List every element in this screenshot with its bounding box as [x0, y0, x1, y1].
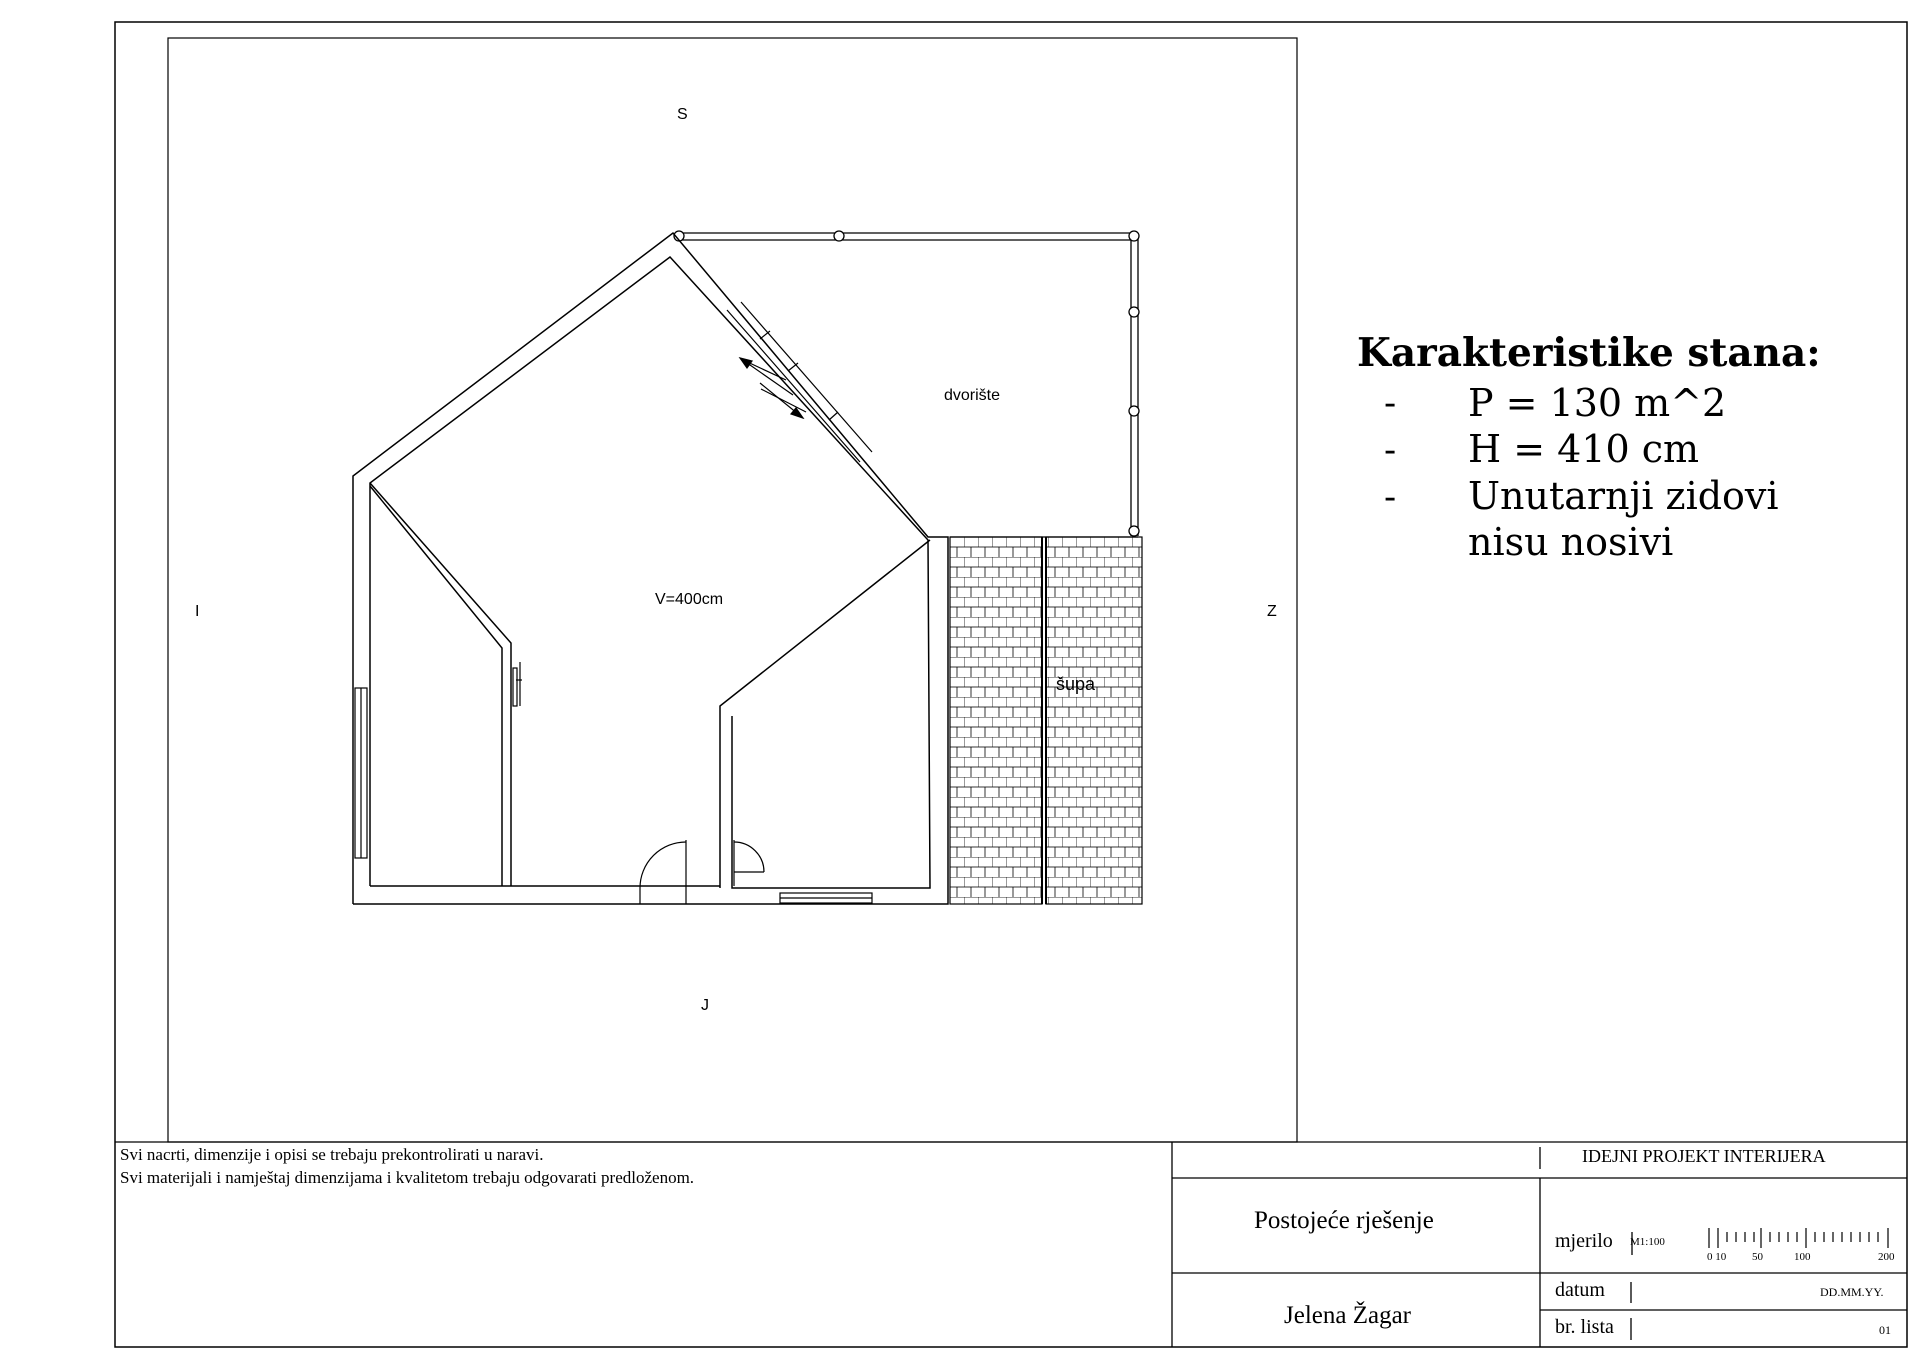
bullet-dash: -: [1384, 477, 1397, 518]
drawing-name: Postojeće rješenje: [1254, 1207, 1434, 1234]
scale-value: M1:100: [1630, 1236, 1665, 1248]
note-line-2: Svi materijali i namještaj dimenzijama i kvalitetom trebaju odgovarati predloženom.: [120, 1168, 695, 1187]
diagonal-window: [727, 302, 872, 462]
compass-north-label: S: [677, 106, 688, 123]
bullet-dash: -: [1384, 383, 1397, 424]
west-window: [355, 688, 367, 858]
interior-door-east: [734, 840, 764, 886]
shed-area: [950, 537, 1142, 904]
bullet-dash: -: [1384, 430, 1397, 471]
interior-door-west: [513, 662, 522, 706]
height-value: H = 410 cm: [1468, 427, 1700, 471]
scale-tick-label: 100: [1794, 1251, 1811, 1263]
scale-tick-label: 200: [1878, 1251, 1895, 1263]
scale-tick-label: 0 10: [1707, 1251, 1727, 1263]
shed-label: šupa: [1056, 674, 1096, 694]
compass-west-label: I: [195, 603, 200, 620]
scale-tick-label: 50: [1752, 1251, 1763, 1263]
sheet-number-value: 01: [1879, 1323, 1891, 1337]
project-title: IDEJNI PROJEKT INTERIJERA: [1582, 1146, 1826, 1166]
walls-note-line-1: Unutarnji zidovi: [1468, 474, 1779, 518]
south-window: [780, 893, 872, 903]
house-walls: [353, 233, 948, 904]
sheet-number-label: br. lista: [1555, 1316, 1614, 1338]
room-height-label: V=400cm: [655, 591, 724, 608]
date-value: DD.MM.YY.: [1820, 1285, 1884, 1299]
scale-bar: [1709, 1228, 1888, 1248]
compass-east-label: Z: [1267, 603, 1277, 620]
walls-note-line-2: nisu nosivi: [1468, 520, 1674, 564]
characteristics-title: Karakteristike stana:: [1357, 330, 1821, 376]
yard-label: dvorište: [944, 387, 1001, 404]
author-name: Jelena Žagar: [1284, 1302, 1412, 1329]
scale-label: mjerilo: [1555, 1230, 1613, 1252]
note-line-1: Svi nacrti, dimenzije i opisi se trebaju prekontrolirati u naravi.: [120, 1145, 544, 1164]
date-label: datum: [1555, 1279, 1605, 1301]
yard-fence: [674, 231, 1139, 536]
area-value: P = 130 m^2: [1468, 381, 1727, 425]
entrance-door: [640, 840, 686, 904]
compass-south-label: J: [701, 997, 709, 1014]
